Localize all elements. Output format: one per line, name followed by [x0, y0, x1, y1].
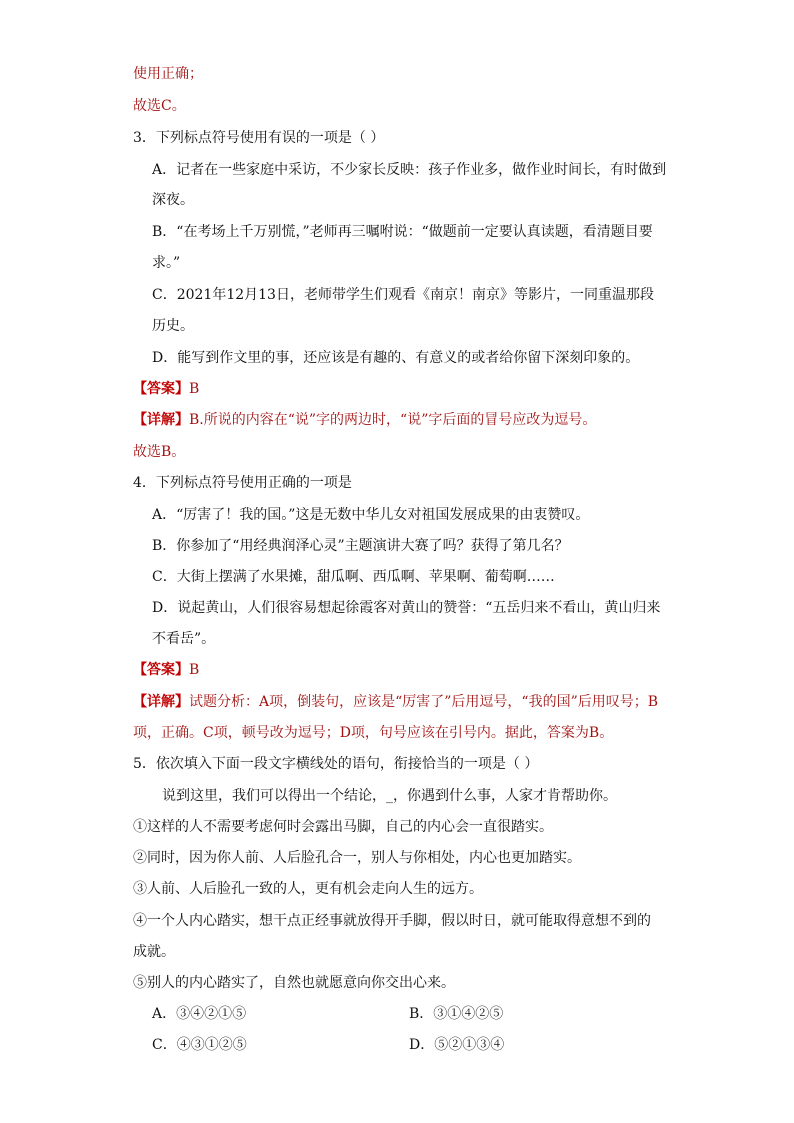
- q4-option-b: B．你参加了“用经典润泽心灵”主题演讲大赛了吗？获得了第几名？: [152, 538, 569, 554]
- q5-option-b: B．③①④②⑤: [409, 1006, 504, 1022]
- text-line: 项，正确。C项，顿号改为逗号；D项，句号应该在引号内。据此，答案为B。: [133, 725, 614, 741]
- q5-option-d: D．⑤②①③④: [409, 1037, 505, 1053]
- question-5-stem: 5．依次填入下面一段文字横线处的语句，衔接恰当的一项是（ ）: [133, 756, 539, 772]
- explanation-text: 试题分析：A项，倒装句，应该是“厉害了”后用逗号，“我的国”后用叹号；B: [189, 694, 659, 710]
- q5-sentence-3: ③人前、人后脸孔一致的人，更有机会走向人生的远方。: [133, 881, 483, 897]
- text-line: 历史。: [152, 318, 194, 334]
- q5-option-a: A．③④②①⑤: [152, 1006, 247, 1022]
- q3-option-c: C．2021年12月13日，老师带学生们观看《南京！南京》等影片，一同重温那段: [152, 287, 654, 303]
- answer-value: B: [189, 381, 200, 397]
- q5-sentence-2: ②同时，因为你人前、人后脸孔合一，别人与你相处，内心也更加踏实。: [133, 850, 581, 866]
- explanation-line: [133, 410, 596, 430]
- q5-sentence-5: ⑤别人的内心踏实了，自然也就愿意向你交出心来。: [133, 975, 455, 991]
- explanation-label: 【详解】: [133, 694, 189, 710]
- text-line: 不看岳”。: [152, 631, 216, 647]
- text-line: 故选B。: [133, 444, 186, 460]
- question-3-stem: 3．下列标点符号使用有误的一项是（ ）: [133, 130, 385, 146]
- q5-sentence-1: ①这样的人不需要考虑何时会露出马脚，自己的内心会一直很踏实。: [133, 819, 553, 835]
- q4-option-c: C．大街上摆满了水果摊，甜瓜啊、西瓜啊、苹果啊、葡萄啊……: [152, 569, 555, 585]
- q4-option-d: D．说起黄山，人们很容易想起徐霞客对黄山的赞誉：“五岳归来不看山，黄山归来: [152, 600, 661, 616]
- q3-option-d: D．能写到作文里的事，还应该是有趣的、有意义的或者给你留下深刻印象的。: [152, 350, 640, 366]
- q5-passage: 说到这里，我们可以得出一个结论，_，你遇到什么事，人家才肯帮助你。: [162, 788, 617, 804]
- explanation-text: B.所说的内容在“说”字的两边时，“说”字后面的冒号应改为逗号。: [189, 412, 597, 428]
- text-line: 故选C。: [133, 98, 186, 114]
- q5-option-c: C．④③①②⑤: [152, 1037, 247, 1053]
- q4-option-a: A．“厉害了！我的国。”这是无数中华儿女对祖国发展成果的由衷赞叹。: [152, 507, 590, 523]
- explanation-line: [133, 692, 658, 712]
- explanation-label: 【详解】: [133, 412, 189, 428]
- q5-sentence-4: ④一个人内心踏实，想干点正经事就放得开手脚，假以时日，就可能取得意想不到的: [133, 913, 651, 929]
- text-line: 深夜。: [152, 192, 194, 208]
- question-4-stem: 4．下列标点符号使用正确的一项是: [133, 475, 352, 491]
- answer-value: B: [189, 662, 200, 678]
- answer-line: [133, 660, 199, 680]
- text-line: 成就。: [133, 944, 175, 960]
- answer-line: [133, 379, 199, 399]
- answer-label: 【答案】: [133, 662, 189, 678]
- q3-option-b: B．“在考场上千万别慌，”老师再三嘱咐说：“做题前一定要认真读题，看清题目要: [152, 224, 653, 240]
- answer-label: 【答案】: [133, 381, 189, 397]
- text-line: 使用正确；: [133, 66, 203, 82]
- q3-option-a: A．记者在一些家庭中采访，不少家长反映：孩子作业多，做作业时间长，有时做到: [152, 162, 667, 178]
- text-line: 求。”: [152, 255, 181, 271]
